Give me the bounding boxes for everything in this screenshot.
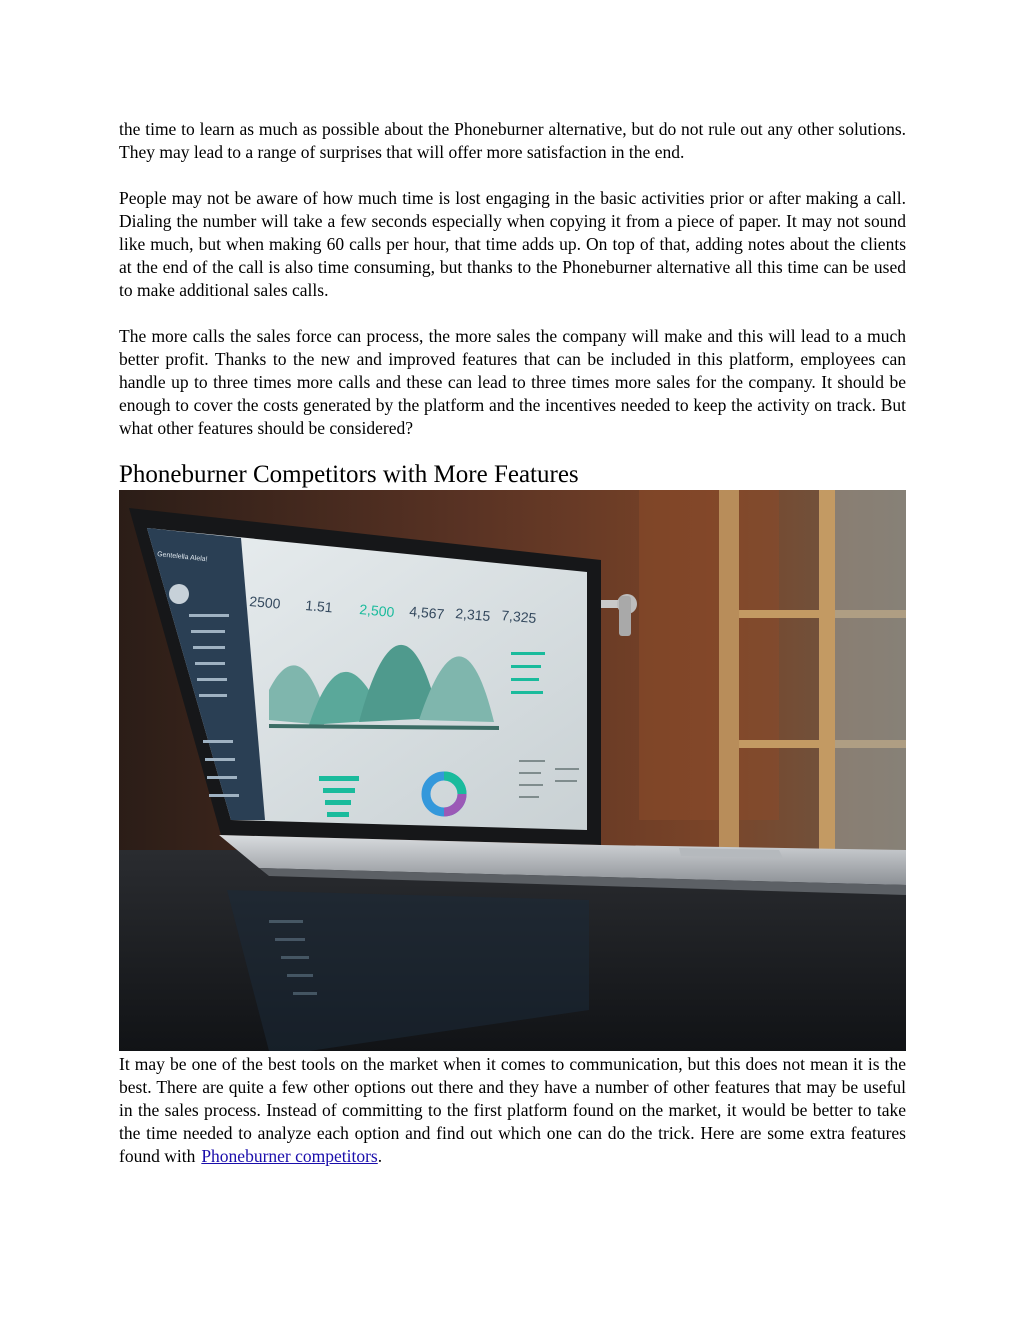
- stat-3: 2,500: [358, 601, 396, 621]
- paragraph-4-period: .: [377, 1146, 383, 1166]
- stat-4: 4,567: [408, 603, 446, 623]
- laptop-photo: [119, 490, 906, 1051]
- stat-2: 1.51: [304, 597, 334, 616]
- paragraph-3: The more calls the sales force can process, the more sales the company will make and this will lead to a much better profit. Thanks to the new and improved features that can be included in this platform, employees can handle up to three times more calls and these can lead to three times more sales for the company. It should be enough to cover the costs generated by the platform and the incentives needed to keep the activity on track. But what other features should be considered?: [119, 326, 906, 438]
- paragraph-1: the time to learn as much as possible about the Phoneburner alternative, but do not rule out any other solutions. They may lead to a range of surprises that will offer more satisfaction in the end.: [119, 119, 906, 162]
- stat-6: 7,325: [500, 607, 538, 627]
- section-heading: Phoneburner Competitors with More Features: [119, 461, 579, 488]
- dashboard-title: Gentelella Alela!: [156, 551, 208, 564]
- stat-1: 2500: [248, 593, 282, 612]
- paragraph-4: [119, 1053, 906, 1168]
- paragraph-4-text: It may be one of the best tools on the market when it comes to communication, but this does not mean it is the best. There are quite a few other options out there and they have a number of other features that may be useful in the sales process. Instead of committing to the first platform found on the market, it would be better to take the time needed to analyze each option and find out which one can do the trick. Here are some extra features found with: [119, 1054, 906, 1166]
- document-page: [119, 118, 906, 1168]
- paragraph-2: People may not be aware of how much time is lost engaging in the basic activities prior or after making a call. Dialing the number will take a few seconds especially when copying it from a piece of paper. It may not sound like much, but when making 60 calls per hour, that time adds up. On top of that, adding notes about the clients at the end of the call is also time consuming, but thanks to the Phoneburner alternative all this time can be used to make additional sales calls.: [119, 188, 906, 300]
- phoneburner-competitors-link[interactable]: Phoneburner competitors: [201, 1146, 378, 1166]
- stat-5: 2,315: [454, 605, 492, 625]
